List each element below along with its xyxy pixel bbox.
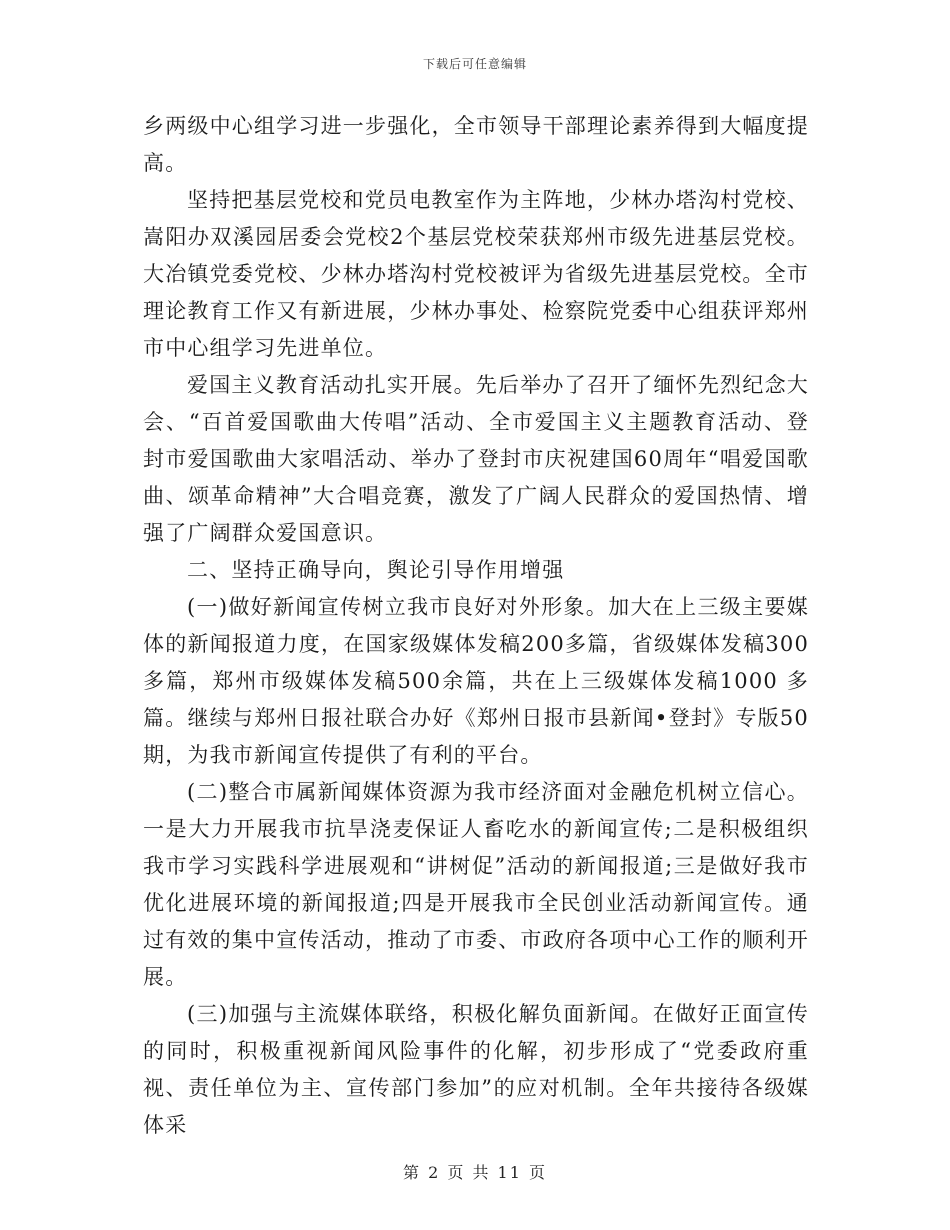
paragraph: (三)加强与主流媒体联络，积极化解负面新闻。在做好正面宣传的同时，积极重视新闻风险事件的化解，初步形成了“党委政府重视、责任单位为主、宣传部门参加”的应对机制。全年共接待各级媒体采 <box>143 1002 809 1137</box>
paragraph: (一)做好新闻宣传树立我市良好对外形象。加大在上三级主要媒体的新闻报道力度，在国家级媒体发稿200多篇，省级媒体发稿300多篇，郑州市级媒体发稿500余篇，共在上三级媒体发稿1000 多篇。继续与郑州日报社联合办好《郑州日报市县新闻•登封》专版50期，为我市新闻宣传提供了有利的平台。 <box>143 595 810 767</box>
paragraph: 乡两级中心组学习进一步强化，全市领导干部理论素养得到大幅度提高。 <box>143 114 809 175</box>
document-body <box>143 108 809 1144</box>
page-number-footer: 第 2 页 共 11 页 <box>403 1163 547 1182</box>
page-header: 下载后可任意编辑 <box>422 57 527 71</box>
section-heading: 二、坚持正确导向，舆论引导作用增强 <box>187 558 565 582</box>
paragraph: (二)整合市属新闻媒体资源为我市经济面对金融危机树立信心。一是大力开展我市抗旱浇麦保证人畜吃水的新闻宣传;二是积极组织我市学习实践科学进展观和“讲树促”活动的新闻报道;三是做好我市优化进展环境的新闻报道;四是开展我市全民创业活动新闻宣传。通过有效的集中宣传活动，推动了市委、市政府各项中心工作的顺利开展。 <box>143 780 809 989</box>
paragraph: 坚持把基层党校和党员电教室作为主阵地，少林办塔沟村党校、嵩阳办双溪园居委会党校2个基层党校荣获郑州市级先进基层党校。大冶镇党委党校、少林办塔沟村党校被评为省级先进基层党校。全市理论教育工作又有新进展，少林办事处、检察院党委中心组获评郑州市中心组学习先进单位。 <box>143 188 809 360</box>
paragraph: 爱国主义教育活动扎实开展。先后举办了召开了缅怀先烈纪念大会、“百首爱国歌曲大传唱”活动、全市爱国主义主题教育活动、登封市爱国歌曲大家唱活动、举办了登封市庆祝建国60周年“唱爱国歌曲、颂革命精神”大合唱竞赛，激发了广阔人民群众的爱国热情、增强了广阔群众爱国意识。 <box>143 373 809 545</box>
